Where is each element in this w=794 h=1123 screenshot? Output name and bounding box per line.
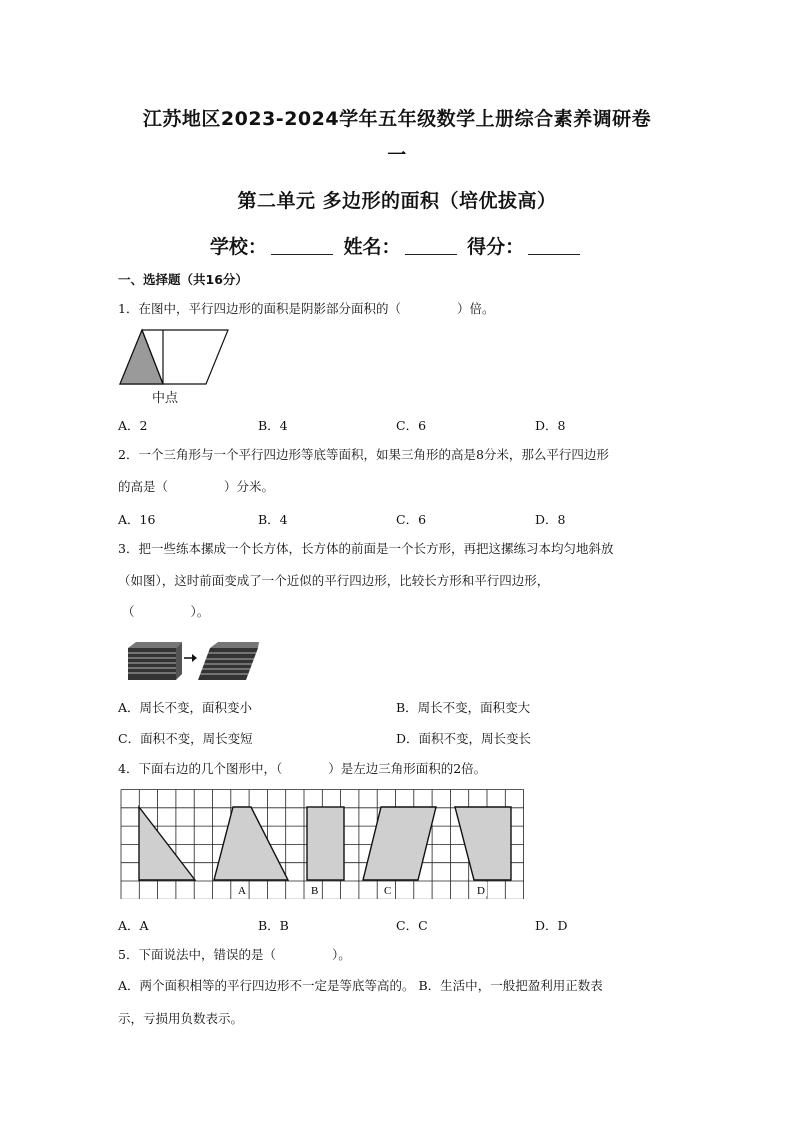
shape-d-label: D	[477, 885, 485, 897]
question-1-text: 1．在图中，平行四边形的面积是阴影部分面积的（	[118, 301, 401, 316]
q4-option-b[interactable]: B．B	[258, 918, 289, 933]
question-3-line-1: 3．把一些练本摞成一个长方体，长方体的前面是一个长方形，再把这摞练习本均匀地斜放	[118, 541, 614, 556]
shape-b	[307, 807, 344, 880]
question-2-line-1: 2．一个三角形与一个平行四边形等底等面积，如果三角形的高是8分米，那么平行四边形	[118, 447, 609, 462]
score-label: 得分：	[467, 236, 525, 258]
shape-d	[455, 807, 511, 880]
student-info-row	[0, 232, 794, 259]
score-blank[interactable]	[528, 236, 580, 255]
q5-options-ab-line-2[interactable]: 示，亏损用负数表示。	[118, 1011, 244, 1026]
question-5	[118, 946, 351, 964]
q2-option-d[interactable]: D．8	[535, 512, 566, 527]
reference-triangle	[139, 807, 195, 880]
question-2-line-2	[118, 478, 274, 496]
shape-c	[363, 807, 436, 880]
shape-a-label: A	[238, 885, 246, 897]
q4-option-c[interactable]: C．C	[396, 918, 428, 933]
q3-option-c[interactable]: C．面积不变，周长变短	[118, 731, 253, 746]
question-1	[118, 300, 494, 318]
name-label: 姓名：	[343, 236, 401, 258]
q2-option-b[interactable]: B．4	[258, 512, 288, 527]
slanted-stack-icon	[198, 642, 259, 680]
q1-option-c[interactable]: C．6	[396, 418, 427, 433]
q1-option-b[interactable]: B．4	[258, 418, 288, 433]
q2-option-c[interactable]: C．6	[396, 512, 427, 527]
q3-option-b[interactable]: B．周长不变，面积变大	[396, 700, 531, 715]
q3-option-a[interactable]: A．周长不变，面积变小	[118, 700, 253, 715]
school-label: 学校：	[209, 236, 267, 258]
q3-option-d[interactable]: D．面积不变，周长变长	[396, 731, 532, 746]
midpoint-label: 中点	[152, 391, 179, 406]
q5-options-ab-line-1[interactable]: A．两个面积相等的平行四边形不一定是等底等高的。 B．生活中，一般把盈利用正数表	[118, 978, 603, 993]
question-3-line-2: （如图），这时前面变成了一个近似的平行四边形，比较长方形和平行四边形，	[118, 573, 550, 588]
q2-option-a[interactable]: A．16	[118, 512, 156, 527]
shape-c-label: C	[384, 885, 392, 897]
question-3-text: （	[122, 604, 135, 619]
question-3-text-end: ）。	[190, 604, 210, 619]
school-blank[interactable]	[271, 236, 333, 255]
shape-b-label: B	[311, 885, 319, 897]
question-1-text-end: ）倍。	[456, 301, 495, 316]
q4-option-d[interactable]: D．D	[535, 918, 568, 933]
q1-option-a[interactable]: A．2	[118, 418, 148, 433]
question-5-text-end: ）。	[331, 947, 351, 962]
question-4	[118, 760, 486, 778]
page-title-continuation: 一	[387, 144, 407, 166]
question-4-text-end: ）是左边三角形面积的2倍。	[328, 761, 487, 776]
grid-figure	[120, 789, 530, 899]
question-2-text-end: ）分米。	[224, 479, 275, 494]
rectangle-stack-icon	[128, 642, 182, 680]
question-5-text: 5．下面说法中，错误的是（	[118, 947, 276, 962]
question-4-text: 4．下面右边的几个图形中，（	[118, 761, 283, 776]
name-blank[interactable]	[405, 236, 457, 255]
question-3-line-3	[122, 603, 209, 621]
question-2-text: 的高是（	[118, 479, 169, 494]
q1-option-d[interactable]: D．8	[535, 418, 566, 433]
page-title: 江苏地区2023-2024学年五年级数学上册综合素养调研卷	[142, 108, 652, 130]
arrow-right-icon	[184, 654, 197, 662]
notebook-stack-figure	[126, 636, 261, 684]
section-title: 一、选择题（共16分）	[118, 272, 248, 287]
page-subtitle: 第二单元 多边形的面积（培优拔高）	[237, 190, 557, 212]
shape-a	[214, 807, 288, 880]
q4-option-a[interactable]: A．A	[118, 918, 149, 933]
